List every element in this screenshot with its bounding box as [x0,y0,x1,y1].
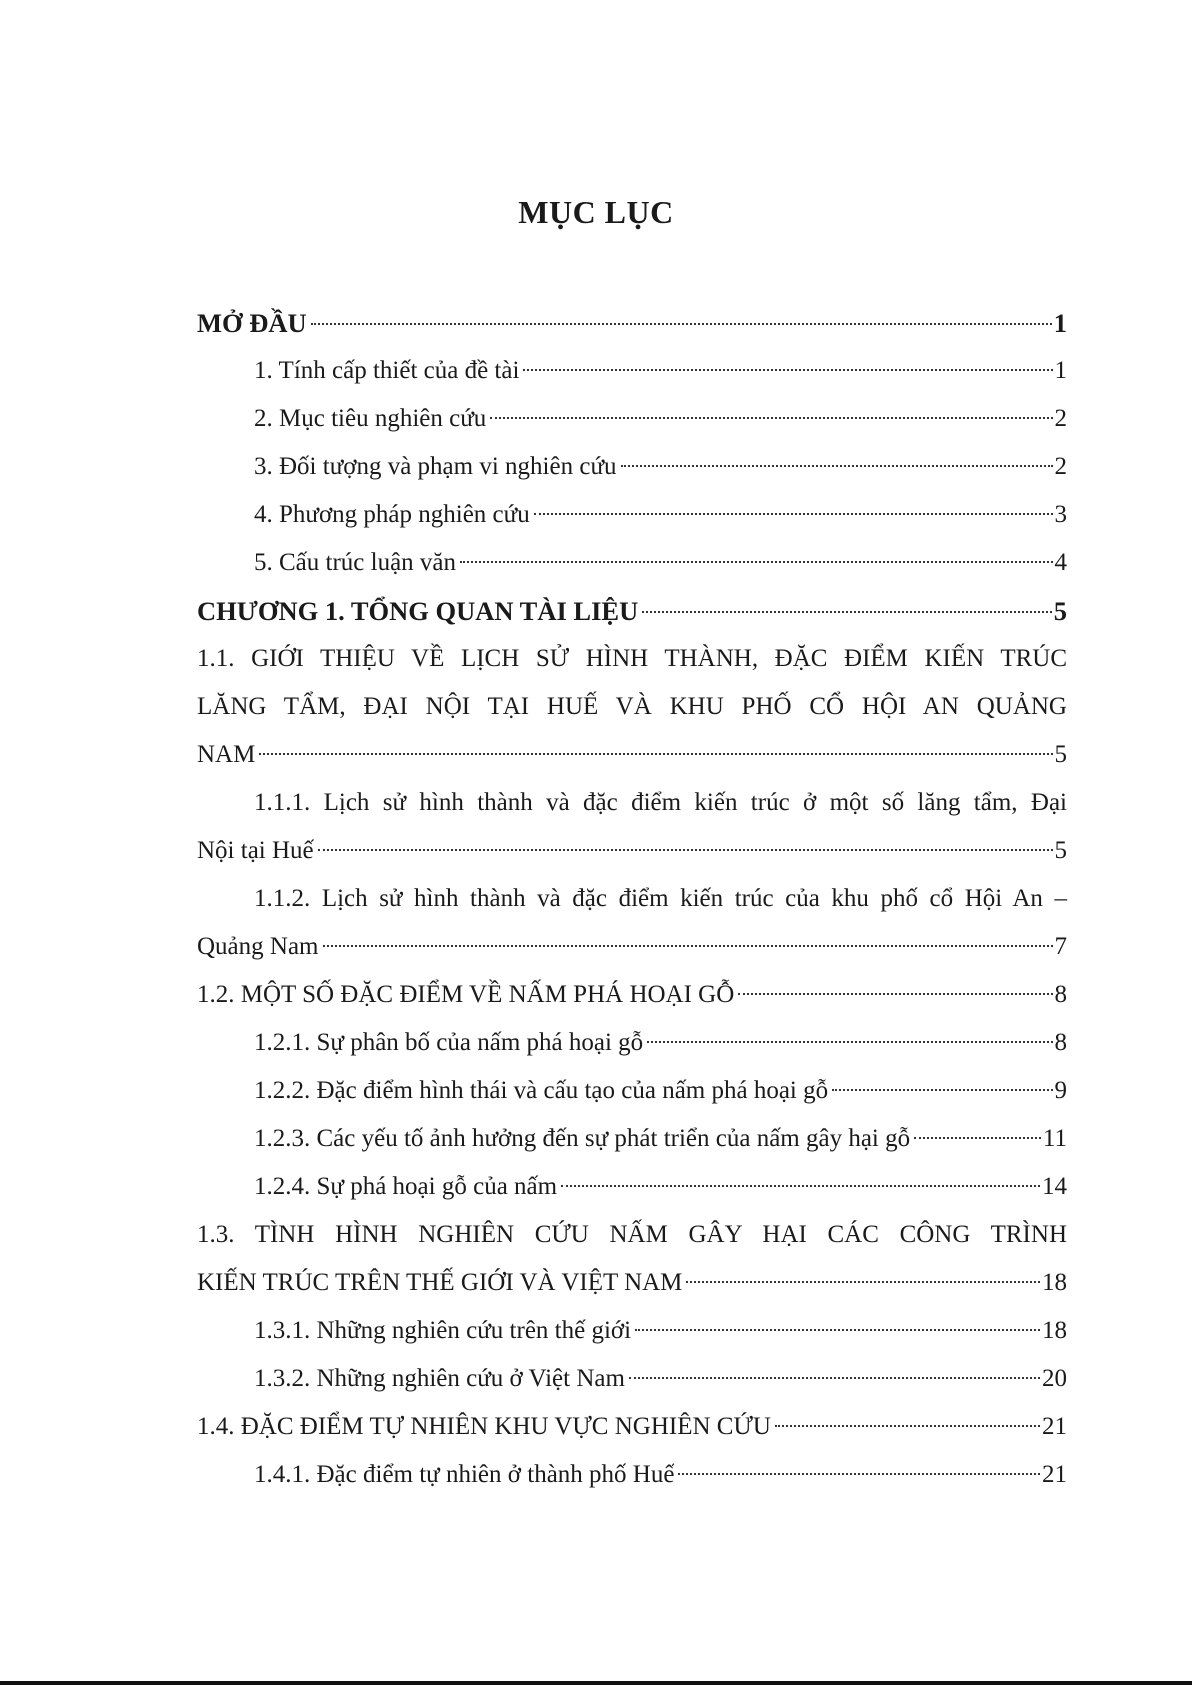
toc-entry[interactable] [197,1067,1067,1115]
dot-leader [621,465,1053,467]
toc-page-number: 8 [1054,981,1067,1008]
toc-entry-line [197,491,1067,539]
toc-entry-line [197,923,1067,971]
toc-entry-line [197,1019,1067,1067]
dot-leader [490,417,1052,419]
toc-entry-label: 1.2.3. Các yếu tố ảnh hưởng đến sự phát triển của nấm gây hại gỗ [254,1125,911,1152]
toc-entry-line [197,827,1067,875]
dot-leader [534,513,1053,515]
toc-entry-line [197,347,1067,395]
toc-entry-label: 1.3.1. Những nghiên cứu trên thế giới [254,1317,632,1344]
toc-entry[interactable] [197,1403,1067,1451]
toc-entry[interactable] [197,1115,1067,1163]
dot-leader [642,611,1052,613]
dot-leader [914,1137,1041,1139]
toc-entry-label: 3. Đối tượng và phạm vi nghiên cứu [254,453,617,480]
toc-page-number: 5 [1054,837,1067,864]
toc-entry[interactable] [197,635,1067,779]
toc-entry[interactable] [197,491,1067,539]
dot-leader [523,369,1052,371]
toc-page-number: 20 [1042,1365,1067,1392]
dot-leader [311,323,1052,325]
toc-entry-label: 5. Cấu trúc luận văn [254,549,457,576]
toc-entry[interactable] [197,971,1067,1019]
toc-entry[interactable] [197,539,1067,587]
toc-entry[interactable] [197,1019,1067,1067]
dot-leader [323,945,1053,947]
toc-page-number: 8 [1054,1029,1067,1056]
toc-entry-label: MỞ ĐẦU [197,308,307,338]
page-title: MỤC LỤC [518,194,674,230]
page-bottom-rule [0,1681,1192,1685]
dot-leader [318,849,1053,851]
toc-page-number: 1 [1053,308,1067,338]
toc-entry-label: NAM [197,741,256,768]
toc-entry[interactable] [197,395,1067,443]
toc-entry-line [197,395,1067,443]
toc-entry-line [197,1163,1067,1211]
toc-entry-label: 1.3.2. Những nghiên cứu ở Việt Nam [254,1365,625,1392]
toc-page-number: 4 [1054,549,1067,576]
dot-leader [460,561,1052,563]
dot-leader [775,1425,1040,1427]
toc-page-number: 14 [1042,1173,1067,1200]
dot-leader [686,1281,1040,1283]
table-of-contents [197,299,1067,1499]
toc-entry-line [197,539,1067,587]
toc-entry-label: 4. Phương pháp nghiên cứu [254,501,530,528]
toc-entry-label: Quảng Nam [197,933,319,960]
toc-entry-line [197,587,1067,635]
toc-entry[interactable] [197,1355,1067,1403]
dot-leader [259,753,1052,755]
toc-entry[interactable] [197,299,1067,347]
toc-page-number: 5 [1054,741,1067,768]
dot-leader [561,1185,1040,1187]
toc-entry-line [197,1451,1067,1499]
toc-entry-line [197,731,1067,779]
toc-entry-label: 1.4.1. Đặc điểm tự nhiên ở thành phố Huế [254,1461,675,1488]
toc-page-number: 21 [1042,1461,1067,1488]
toc-page-number: 18 [1042,1269,1067,1296]
toc-entry-line [197,299,1067,347]
toc-page-number: 2 [1054,405,1067,432]
toc-entry[interactable] [197,779,1067,875]
toc-entry-line [197,1259,1067,1307]
toc-page-number: 1 [1054,357,1067,384]
toc-entry[interactable] [197,1211,1067,1307]
toc-entry-label: 1.2.1. Sự phân bố của nấm phá hoại gỗ [254,1029,644,1056]
dot-leader [647,1041,1052,1043]
dot-leader [738,993,1052,995]
toc-page-number: 21 [1042,1413,1067,1440]
toc-entry-line [197,1115,1067,1163]
toc-entry-text: LĂNG TẨM, ĐẠI NỘI TẠI HUẾ VÀ KHU PHỐ CỔ HỘI AN QUẢNG [197,693,1067,720]
toc-page-number: 2 [1054,453,1067,480]
toc-entry[interactable] [197,1163,1067,1211]
toc-page-number: 5 [1053,596,1067,626]
toc-entry-label: CHƯƠNG 1. TỔNG QUAN TÀI LIỆU [197,596,639,626]
toc-entry-line [197,1403,1067,1451]
toc-entry[interactable] [197,443,1067,491]
toc-entry-label: 1. Tính cấp thiết của đề tài [254,357,520,384]
toc-entry-label: 1.2.4. Sự phá hoại gỗ của nấm [254,1173,558,1200]
toc-page-number: 18 [1042,1317,1067,1344]
dot-leader [678,1473,1040,1475]
toc-entry[interactable] [197,1307,1067,1355]
toc-entry[interactable] [197,1451,1067,1499]
toc-entry-line [197,1307,1067,1355]
toc-page-number: 7 [1054,933,1067,960]
toc-page-number: 3 [1054,501,1067,528]
dot-leader [832,1089,1052,1091]
toc-entry-line [197,971,1067,1019]
toc-entry-line [197,443,1067,491]
toc-entry-label: 2. Mục tiêu nghiên cứu [254,405,487,432]
toc-entry-text: 1.1.2. Lịch sử hình thành và đặc điểm kiến trúc của khu phố cổ Hội An – [254,885,1067,912]
toc-entry-line [197,1355,1067,1403]
dot-leader [635,1329,1040,1331]
toc-entry-label: 1.2. MỘT SỐ ĐẶC ĐIỂM VỀ NẤM PHÁ HOẠI GỖ [197,981,735,1008]
toc-entry-text: 1.1. GIỚI THIỆU VỀ LỊCH SỬ HÌNH THÀNH, ĐẶC ĐIỂM KIẾN TRÚC [197,645,1067,672]
dot-leader [629,1377,1040,1379]
toc-entry-label: Nội tại Huế [197,837,314,864]
toc-page-number: 11 [1042,1125,1067,1152]
toc-entry[interactable] [197,587,1067,635]
toc-entry[interactable] [197,875,1067,971]
toc-entry-label: KIẾN TRÚC TRÊN THẾ GIỚI VÀ VIỆT NAM [197,1269,683,1296]
toc-entry-text: 1.3. TÌNH HÌNH NGHIÊN CỨU NẤM GÂY HẠI CÁC CÔNG TRÌNH [197,1221,1067,1248]
toc-entry-label: 1.2.2. Đặc điểm hình thái và cấu tạo của nấm phá hoại gỗ [254,1077,829,1104]
toc-entry[interactable] [197,347,1067,395]
toc-entry-line [197,1067,1067,1115]
toc-page-number: 9 [1054,1077,1067,1104]
toc-entry-text: 1.1.1. Lịch sử hình thành và đặc điểm kiến trúc ở một số lăng tẩm, Đại [254,789,1067,816]
toc-entry-label: 1.4. ĐẶC ĐIỂM TỰ NHIÊN KHU VỰC NGHIÊN CỨU [197,1413,771,1440]
